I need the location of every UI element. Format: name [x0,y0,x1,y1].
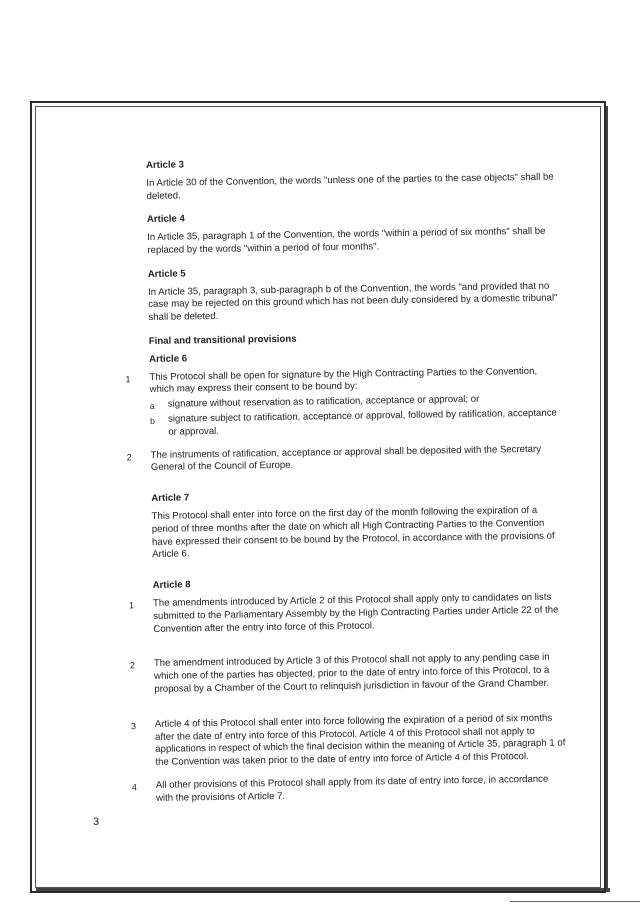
sub-item-text: signature subject to ratification, acceptance or approval, followed by ratification, acceptance or approval. [167,407,557,438]
article-7-text: This Protocol shall enter into force on the first day of the month following the expiration of a period of three months after the date on which all High Contracting Parties to the Convention have expressed their consent to be bound by the Protocol, in accordance with the provisions of Article 6. [151,504,555,561]
article-8-paragraph-1 [128,591,566,636]
article-6-paragraph-2 [126,443,563,475]
page-number: 3 [93,816,100,828]
paragraph-text: The amendments introduced by Article 2 of this Protocol shall apply only to candidates on lists submitted to the Parliamentary Assembly by the High Contracting Parties under Article 22 of the Convention after the entry into force of this Protocol. [152,591,559,635]
paragraph-number: 2 [126,451,132,462]
paragraph-number: 4 [131,782,137,793]
article-6-heading: Article 6 [149,353,188,365]
article-6-paragraph-1 [125,365,562,439]
paragraph-number: 2 [129,660,136,671]
article-8-paragraph-2 [129,652,567,697]
article-7-heading: Article 7 [151,492,190,505]
paragraph-text: The instruments of ratification, acceptance or approval shall be deposited with the Secretary General of the Council of Europe. [150,443,542,474]
article-8-heading: Article 8 [152,579,191,592]
paragraph-number: 3 [130,720,136,732]
article-4-text: In Article 35, paragraph 1 of the Convention, the words "within a period of six months" shall be replaced by the words "within a period of four months". [147,225,546,256]
article-5-text: In Article 35, paragraph 3, sub-paragraph b of the Convention, the words "and provided that no case may be rejected on this ground which has not been duly considered by a domestic tribunal" shall be deleted. [147,280,558,324]
article-3-heading: Article 3 [146,159,185,171]
sub-item-letter: b [150,415,155,426]
article-8-paragraph-4 [131,773,568,805]
paragraph-text: This Protocol shall be open for signature by the High Contracting Parties to the Convention, which may express their consent to be bound by: [149,365,538,396]
article-3-text: In Article 30 of the Convention, the words "unless one of the parties to the case objects" shall be deleted. [146,171,554,202]
document-body [125,154,568,816]
paragraph-text: All other provisions of this Protocol shall apply from its date of entry into force, in accordance with the provisions of Article 7. [155,773,549,804]
paragraph-text: Article 4 of this Protocol shall enter into force following the expiration of a period of six months after the date of entry into force of this Protocol. Article 4 of this Protocol shall not apply to applications in respect of which the final decision within the meaning of Article 35, paragraph 1 of the Convention was taken prior to the date of entry into force of Article 4 of this Protocol. [154,712,566,769]
article-4-heading: Article 4 [146,213,185,226]
scan-edge-line [510,901,640,902]
sub-item-letter: a [149,401,155,412]
paragraph-number: 1 [125,373,131,384]
article-5-heading: Article 5 [147,268,186,280]
paragraph-number: 1 [128,600,135,611]
article-8-paragraph-3 [130,712,568,770]
sub-item-text: signature without reservation as to ratification, acceptance or approval; or [167,393,480,410]
sub-item-b [150,407,562,439]
section-heading: Final and transitional provisions [148,333,297,347]
paragraph-text: The amendment introduced by Article 3 of this Protocol shall not apply to any pending case in which one of the parties has objected, prior to the date of entry into force of this Protocol, to a proposal by a Chamber of the Court to relinquish jurisdiction in favour of the Grand Chamber. [153,652,550,695]
